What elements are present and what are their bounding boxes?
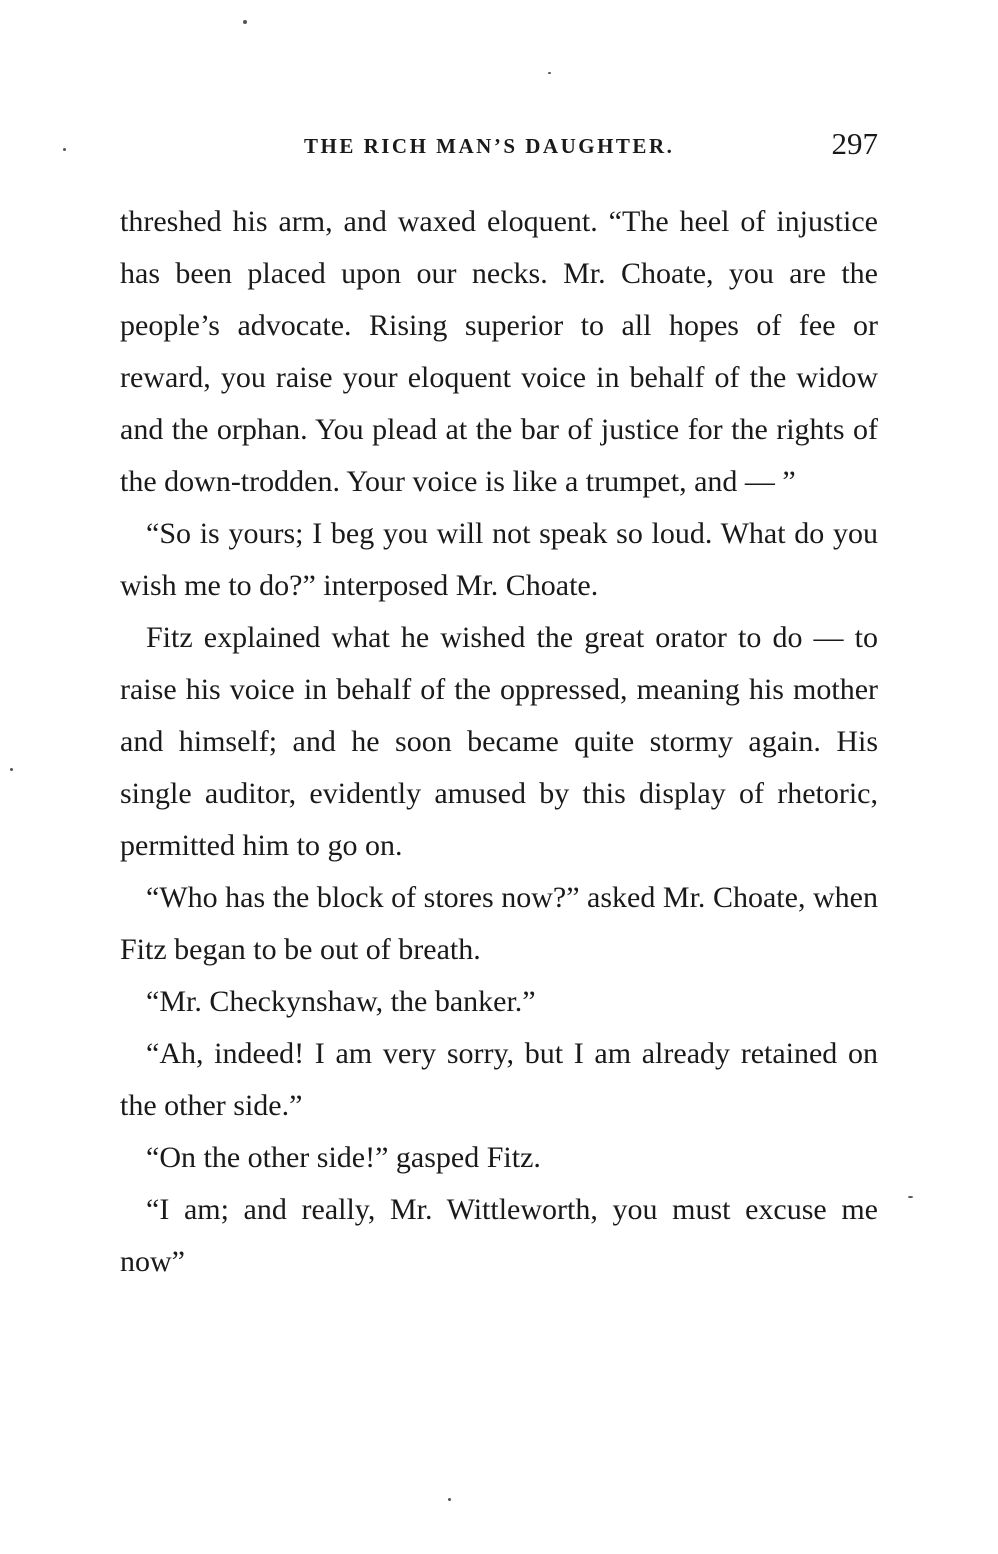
paragraph: “Mr. Checkynshaw, the banker.” xyxy=(146,985,536,1018)
paragraph: “On the other side!” gasped Fitz. xyxy=(146,1141,541,1174)
scan-speck xyxy=(448,1498,451,1501)
body-text xyxy=(120,196,878,1288)
paragraph-continuation: threshed his arm, and waxed eloquent. “The heel of injustice has been placed upon our necks. Mr. Choate, you are the people’s advocate. Rising superior to all hopes of fee or reward, you raise your eloquent voice in behalf of the widow and the orphan. You plead at the bar of justice for the rights of the down-trodden. Your voice is like a trumpet, and — ” xyxy=(120,205,878,498)
paragraph: “Who has the block of stores now?” asked Mr. Choate, when Fitz began to be out of breath. xyxy=(120,881,878,966)
paragraph: Fitz explained what he wished the great orator to do — to raise his voice in behalf of the oppressed, meaning his mother and himself; and he soon became quite stormy again. His single auditor, evidently amused by this display of rhetoric, permitted him to go on. xyxy=(120,621,878,862)
scan-speck xyxy=(63,148,66,151)
page-header xyxy=(120,126,878,166)
paragraph: “I am; and really, Mr. Wittleworth, you must excuse me now” xyxy=(120,1193,878,1278)
scan-speck xyxy=(548,72,551,74)
paragraph: “So is yours; I beg you will not speak so loud. What do you wish me to do?” interposed Mr. Choate. xyxy=(120,517,878,602)
paragraph: “Ah, indeed! I am very sorry, but I am already retained on the other side.” xyxy=(120,1037,878,1122)
scan-speck xyxy=(10,768,13,771)
running-title: THE RICH MAN’S DAUGHTER. xyxy=(304,134,675,158)
scan-speck xyxy=(243,20,247,24)
page-number: 297 xyxy=(831,126,878,161)
scan-speck xyxy=(908,1196,913,1198)
